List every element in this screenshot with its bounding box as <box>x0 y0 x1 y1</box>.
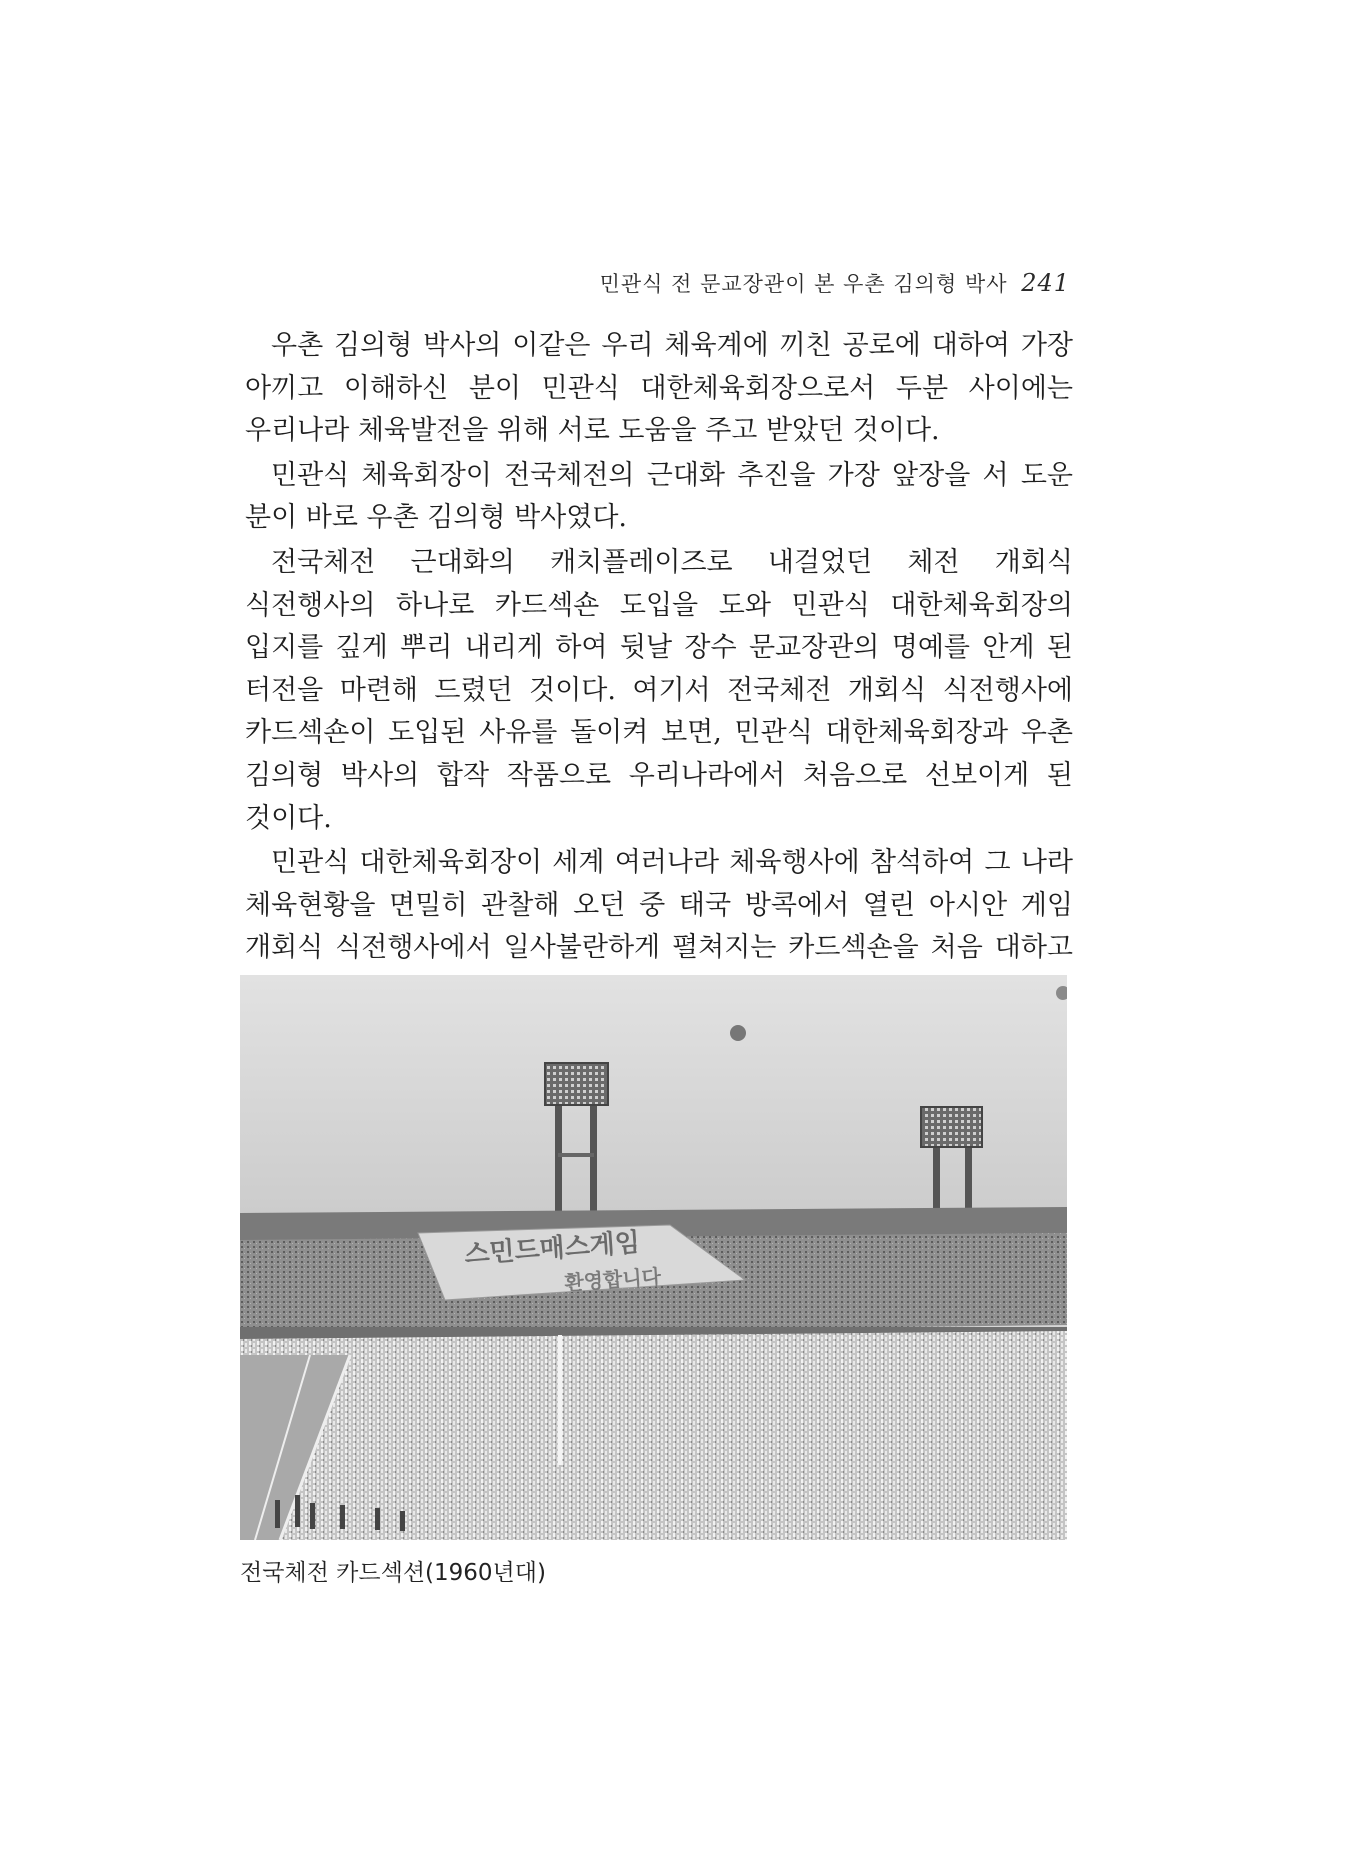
sky <box>240 975 1067 1225</box>
paragraph-4: 민관식 대한체육회장이 세계 여러나라 체육행사에 참석하여 그 나라 체육현황을 면밀히 관찰해 오던 중 태국 방콕에서 열린 아시안 게임 개회식 식전행사에서 일사불란하게 펼쳐지는 카드섹숀을 처음 대하고 <box>245 847 1073 964</box>
paragraph-2: 민관식 체육회장이 전국체전의 근대화 추진을 가장 앞장을 서 도운 분이 바로 우촌 김의형 박사였다. <box>245 459 1073 534</box>
stadium-photo <box>240 975 1067 1540</box>
paragraph-1: 우촌 김의형 박사의 이같은 우리 체육계에 끼친 공로에 대하여 가장 아끼고 이해하신 분이 민관식 대한체육회장으로서 두분 사이에는 우리나라 체육발전을 위해 서로 도움을 주고 받았던 것이다. <box>245 330 1073 447</box>
figure-caption: 전국체전 카드섹션(1960년대) <box>240 1560 546 1586</box>
field-performers <box>240 1331 1067 1540</box>
running-head <box>560 268 1070 298</box>
card-section-line-2: 환영합니다 <box>563 1264 662 1295</box>
running-title: 민관식 전 문교장관이 본 우촌 김의형 박사 <box>599 272 1008 296</box>
card-section-line-1: 스민드매스게임 <box>463 1227 641 1270</box>
flag-pole <box>558 1335 562 1465</box>
paragraph-3: 전국체전 근대화의 캐치플레이즈로 내걸었던 체전 개회식 식전행사의 하나로 카드섹숀 도입을 도와 민관식 대한체육회장의 입지를 깊게 뿌리 내리게 하여 뒷날 장수 문교장관의 명예를 안게 된 터전을 마련해 드렸던 것이다. 여기서 전국체전 개회식 식전행사에 카드섹숀이 도입된 사유를 돌이켜 보면, 민관식 대한체육회장과 우촌 김의형 박사의 합작 작품으로 우리나라에서 처음으로 선보이게 된 것이다. <box>245 546 1073 834</box>
page-number: 241 <box>1021 269 1070 297</box>
balloon <box>730 1025 746 1041</box>
body-text <box>245 325 1073 1015</box>
